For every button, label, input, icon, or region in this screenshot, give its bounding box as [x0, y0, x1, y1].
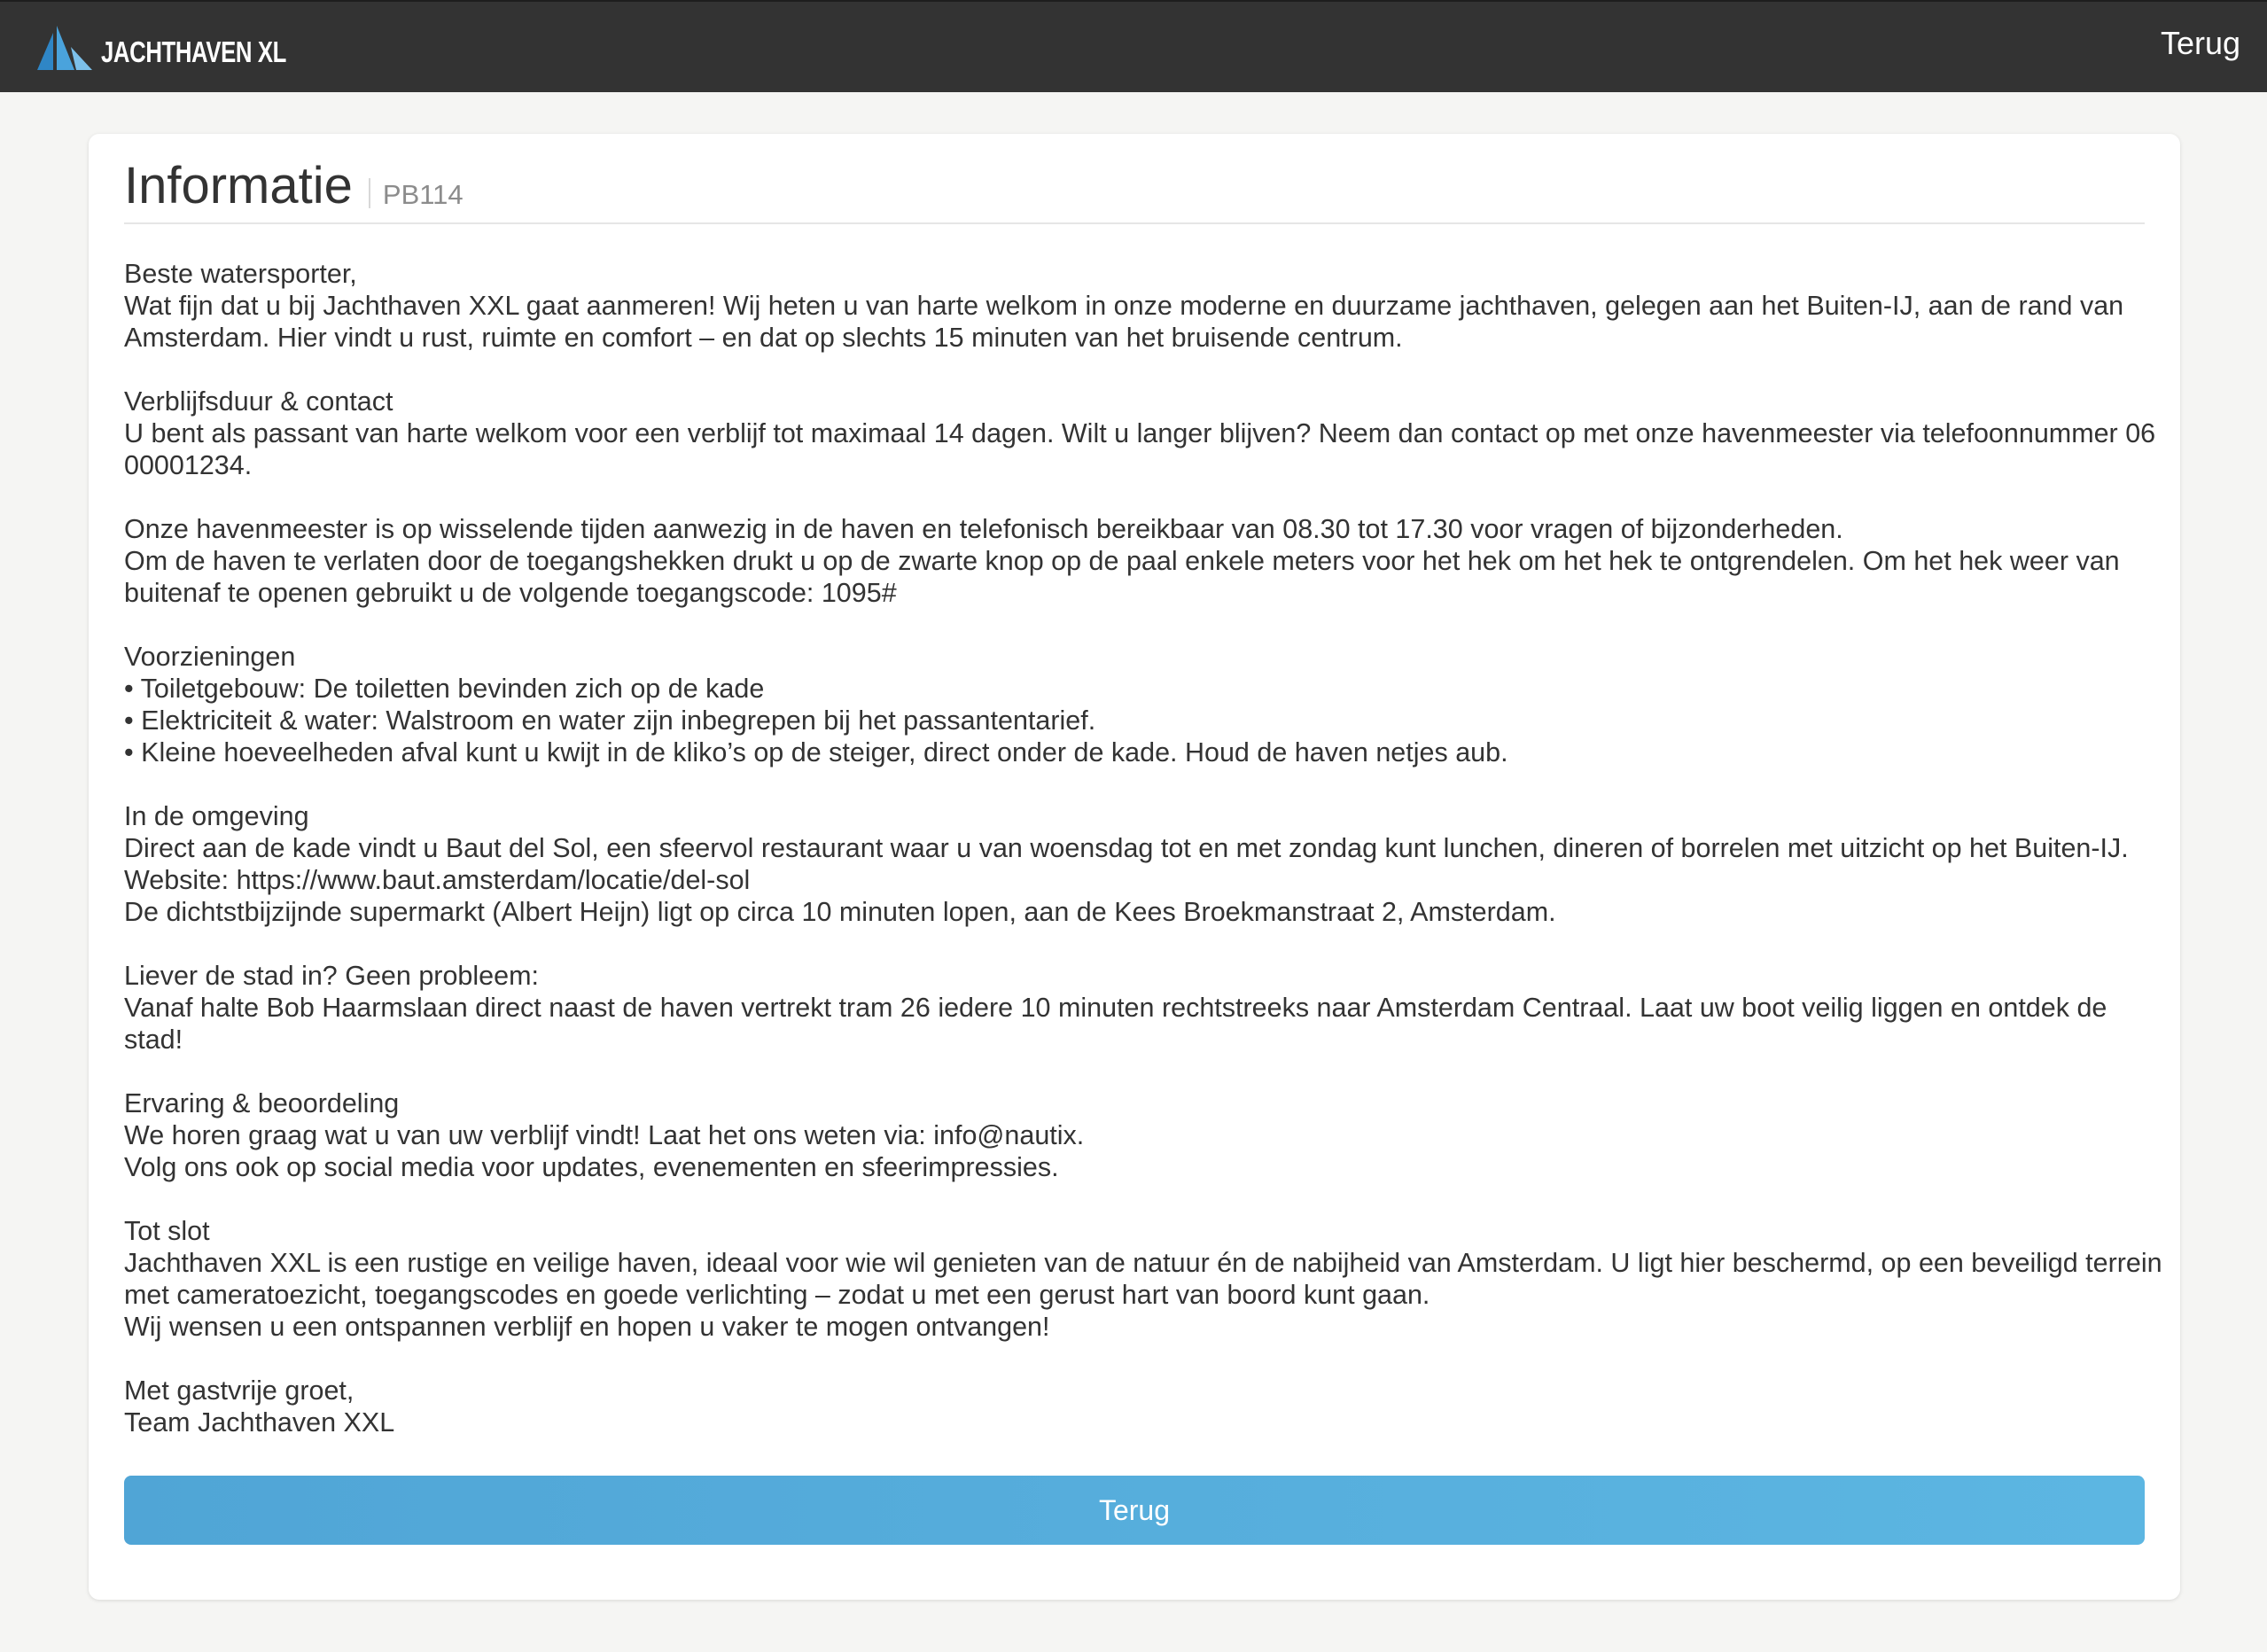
- section-heading: In de omgeving: [124, 801, 309, 831]
- text-line: Wij wensen u een ontspannen verblijf en hopen u vaker te mogen ontvangen!: [124, 1312, 1050, 1342]
- back-button[interactable]: Terug: [124, 1476, 2145, 1545]
- text-line: Volg ons ook op social media voor updates, evenementen en sfeerimpressies.: [124, 1152, 1059, 1182]
- text-line: Onze havenmeester is op wisselende tijden aanwezig in de haven en telefonisch bereikbaar van 08.30 tot 17.30 voor vragen of bijzonderheden.: [124, 514, 1843, 544]
- text-line: Met gastvrije groet,: [124, 1375, 354, 1406]
- paragraph-city: [124, 960, 2162, 1056]
- section-heading: Ervaring & beoordeling: [124, 1088, 400, 1118]
- title-divider: [369, 178, 370, 208]
- text-line: De dichtstbijzijnde supermarkt (Albert Heijn) ligt op circa 10 minuten lopen, aan de Kees Broekmanstraat 2, Amsterdam.: [124, 897, 1556, 927]
- information-card: [89, 134, 2180, 1600]
- text-line: Wat fijn dat u bij Jachthaven XXL gaat aanmeren! Wij heten u van harte welkom in onze moderne en duurzame jachthaven, gelegen aan het Buiten-IJ, aan de rand van Amsterdam. Hier vindt u rust, ruimte en comfort – en dat op slechts 15 minuten van het bruisende centrum.: [124, 291, 2124, 353]
- paragraph-feedback: [124, 1087, 2162, 1183]
- top-navbar: [0, 0, 2267, 92]
- text-line: Team Jachthaven XXL: [124, 1407, 395, 1438]
- paragraph-signature: [124, 1375, 2162, 1438]
- text-line: Om de haven te verlaten door de toegangshekken drukt u op de zwarte knop op de paal enkele meters voor het hek om het hek te ontgrendelen. Om het hek weer van buitenaf te openen gebruikt u de volgende toegangscode: 1095#: [124, 546, 2120, 608]
- paragraph-facilities: [124, 641, 2162, 768]
- paragraph-greeting: [124, 258, 2162, 354]
- card-header: [124, 157, 2145, 224]
- text-line: U bent als passant van harte welkom voor een verblijf tot maximaal 14 dagen. Wilt u langer blijven? Neem dan contact op met onze havenmeester via telefoonnummer 06 00001234.: [124, 418, 2156, 480]
- information-text: [124, 258, 2162, 1470]
- brand-logo[interactable]: [35, 23, 339, 73]
- text-line: Direct aan de kade vindt u Baut del Sol, een sfeervol restaurant waar u van woensdag tot en met zondag kunt lunchen, dineren of borrelen met uitzicht op het Buiten-IJ. Website: https://www.baut.amsterdam/locatie/del-sol: [124, 833, 2129, 895]
- text-line: Jachthaven XXL is een rustige en veilige haven, ideaal voor wie wil genieten van de natuur én de nabijheid van Amsterdam. U ligt hier beschermd, op een beveiligd terrein met cameratoezicht, toegangscodes en goede verlichting – zodat u met een gerust hart van boord kunt gaan.: [124, 1248, 2162, 1310]
- list-item: • Elektriciteit & water: Walstroom en water zijn inbegrepen bij het passantentarief.: [124, 705, 1096, 736]
- text-line: We horen graag wat u van uw verblijf vindt! Laat het ons weten via: info@nautix.: [124, 1120, 1085, 1150]
- paragraph-harbour-master: [124, 513, 2162, 609]
- back-link[interactable]: Terug: [2160, 25, 2240, 61]
- paragraph-closing: [124, 1215, 2162, 1343]
- list-item: • Toiletgebouw: De toiletten bevinden zich op de kade: [124, 674, 765, 704]
- section-heading: Liever de stad in? Geen probleem:: [124, 961, 539, 991]
- sailboat-icon: [35, 24, 97, 72]
- page-title: Informatie: [124, 157, 353, 214]
- brand-name: JACHTHAVEN XL: [101, 35, 286, 68]
- text-line: Beste watersporter,: [124, 259, 357, 289]
- section-heading: Verblijfsduur & contact: [124, 386, 393, 417]
- section-heading: Voorzieningen: [124, 642, 296, 672]
- paragraph-stay-contact: [124, 386, 2162, 481]
- paragraph-surroundings: [124, 800, 2162, 928]
- text-line: Vanaf halte Bob Haarmslaan direct naast de haven vertrekt tram 26 iedere 10 minuten rechtstreeks naar Amsterdam Centraal. Laat uw boot veilig liggen en ontdek de stad!: [124, 993, 2107, 1055]
- section-heading: Tot slot: [124, 1216, 210, 1246]
- list-item: • Kleine hoeveelheden afval kunt u kwijt in de kliko’s op de steiger, direct onder de kade. Houd de haven netjes aub.: [124, 737, 1508, 768]
- berth-code: PB114: [382, 179, 464, 210]
